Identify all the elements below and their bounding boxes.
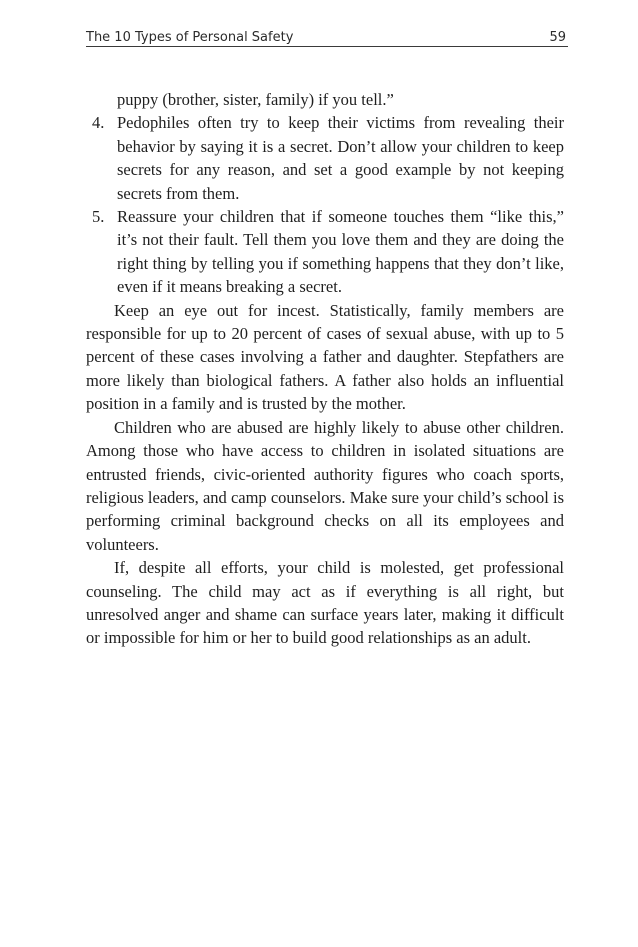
list-item bbox=[86, 205, 564, 299]
list-item bbox=[86, 111, 564, 205]
paragraph: Keep an eye out for incest. Statistically, family members are responsible for up to 20 percent of cases of sexual abuse, with up to 5 percent of these cases involving a father and daughter. Stepfathers are more likely than biological fathers. A father also holds an influential position in a family and is trusted by the mother. bbox=[86, 300, 564, 414]
list-item-text: Reassure your children that if someone touches them “like this,” it’s not their fault. Tell them you love them and they are doing the right thing by telling you if something happens that they don’t like, even if it means breaking a secret. bbox=[117, 207, 564, 297]
paragraph: Children who are abused are highly likely to abuse other children. Among those who have access to children in isolated situations are entrusted friends, civic-oriented authority figures who coach sports, religious leaders, and camp counselors. Make sure your child’s school is performing criminal background checks on all its employees and volunteers. bbox=[86, 417, 564, 554]
list-item-number: 4. bbox=[92, 113, 105, 133]
running-title: The 10 Types of Personal Safety bbox=[86, 30, 294, 45]
continued-list-text: puppy (brother, sister, family) if you tell.” bbox=[117, 90, 394, 109]
header-rule bbox=[86, 46, 568, 47]
running-header bbox=[86, 28, 568, 48]
page-number: 59 bbox=[549, 30, 566, 45]
list-item-number: 5. bbox=[92, 207, 105, 227]
list-item-text: Pedophiles often try to keep their victims from revealing their behavior by saying it is a secret. Don’t allow your children to keep secrets for any reason, and set a good example by not keeping secrets from them. bbox=[117, 113, 564, 203]
body-text bbox=[86, 88, 564, 650]
paragraph: If, despite all efforts, your child is molested, get professional counseling. The child may act as if everything is all right, but unresolved anger and shame can surface years later, making it difficult or impossible for him or her to build good relationships as an adult. bbox=[86, 558, 564, 648]
